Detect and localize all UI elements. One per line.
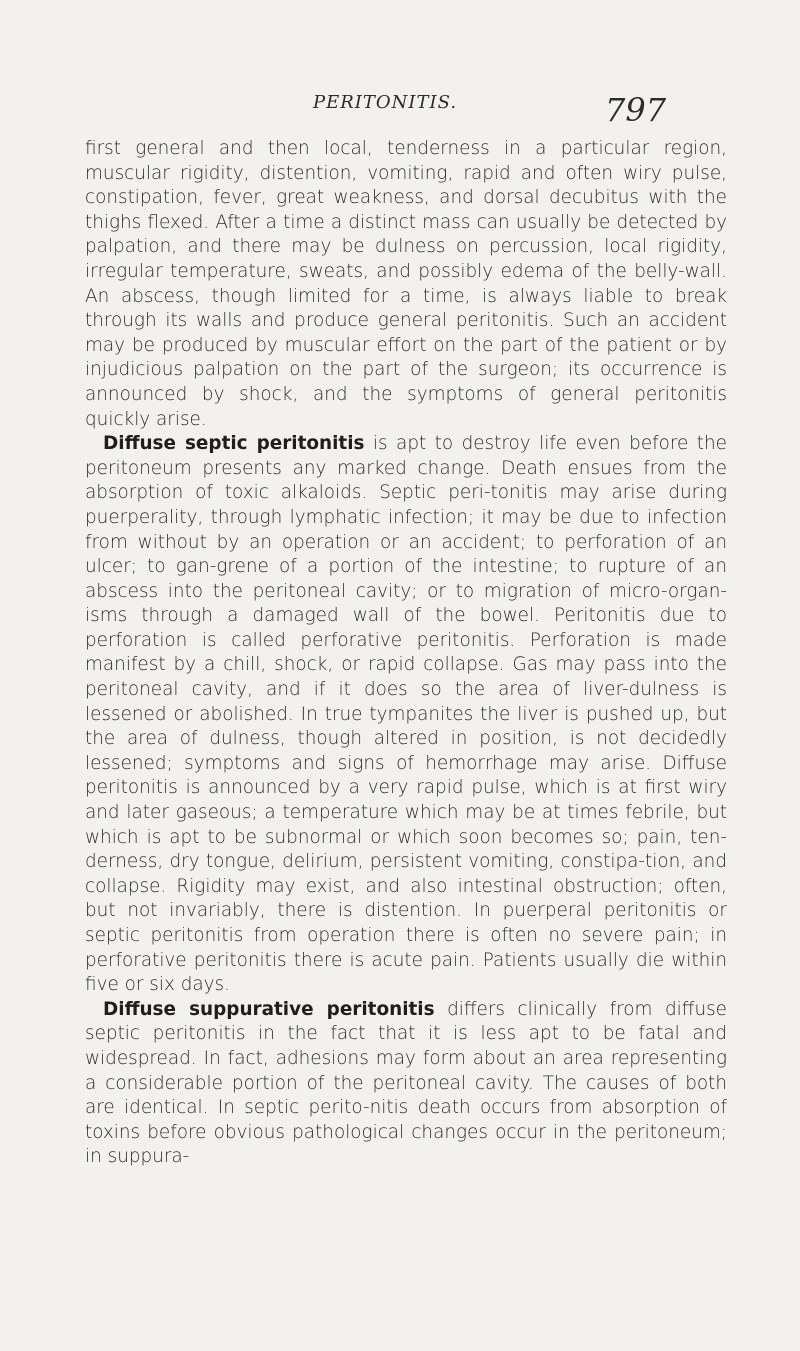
paragraph-diffuse-suppurative [85, 998, 727, 1170]
paragraph-diffuse-septic-text: is apt to destroy life even before the peritoneum presents any marked change. Death ensues from the absorption of toxic alkaloids. Septic peri-tonitis may arise during puerperality, through lymphatic infection; it may be due to infection from without by an operation or an accident; to perforation of an ulcer; to gan-grene of a portion of the intestine; to rupture of an abscess into the peritoneal cavity; or to migration of micro-organ-isms through a damaged wall of the bowel. Peritonitis due to perforation is called perforative peritonitis. Perforation is made manifest by a chill, shock, or rapid collapse. Gas may pass into the peritoneal cavity, and if it does so the area of liver-dulness is lessened or abolished. In true tympanites the liver is pushed up, but the area of dulness, though altered in position, is not decidedly lessened; symptoms and signs of hemorrhage may arise. Diffuse peritonitis is announced by a very rapid pulse, which is at first wiry and later gaseous; a temperature which may be at times febrile, but which is apt to be subnormal or which soon becomes so; pain, ten-derness, dry tongue, delirium, persistent vomiting, constipa-tion, and collapse. Rigidity may exist, and also intestinal obstruction; often, but not invariably, there is distention. In puerperal peritonitis or septic peritonitis from operation there is often no severe pain; in perforative peritonitis there is acute pain. Patients usually die within five or six days. [85, 433, 727, 996]
paragraph-continuation: first general and then local, tenderness in a particular region, muscular rigidity, distention, vomiting, rapid and often wiry pulse, constipation, fever, great weakness, and dorsal decubitus with the thighs flexed. After a time a distinct mass can usually be detected by palpation, and there may be dulness on percussion, local rigidity, irregular temperature, sweats, and possibly edema of the belly-wall. An abscess, though limited for a time, is always liable to break through its walls and produce general peritonitis. Such an accident may be produced by muscular effort on the part of the patient or by injudicious palpation on the part of the surgeon; its occurrence is announced by shock, and the symptoms of general peritonitis quickly arise. [85, 138, 727, 430]
body-text [85, 137, 727, 1170]
page-number: 797 [605, 91, 667, 129]
running-head: PERITONITIS. [313, 92, 458, 113]
paragraph-diffuse-suppurative-text: differs clinically from diffuse septic peritonitis in the fact that it is less apt to be fatal and widespread. In fact, adhesions may form about an area representing a considerable portion of the peritoneal cavity. The causes of both are identical. In septic perito-nitis death occurs from absorption of toxins before obvious pathological changes occur in the peritoneum; in suppura- [85, 998, 727, 1168]
paragraph-diffuse-septic [85, 432, 727, 998]
term-diffuse-septic-peritonitis: Diffuse septic peritonitis [103, 433, 365, 455]
term-diffuse-suppurative-peritonitis: Diffuse suppurative peritonitis [103, 998, 435, 1020]
